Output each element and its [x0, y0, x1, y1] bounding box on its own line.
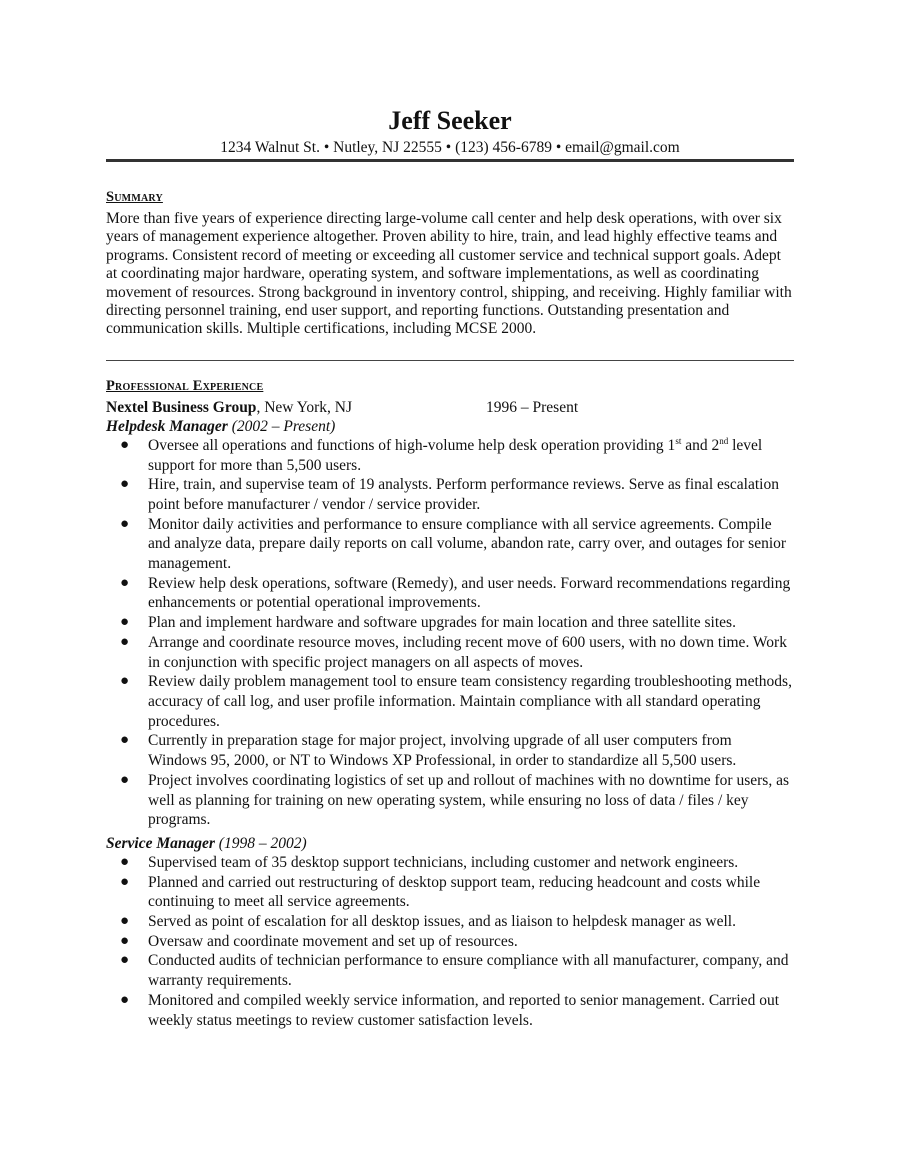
bullet-text: Hire, train, and supervise team of 19 analysts. Perform performance reviews. Serve as final escalation point before manufacturer / vendor / service provider. — [148, 476, 779, 513]
list-item — [106, 853, 794, 873]
bullet-text: level support for more than 5,500 users. — [148, 436, 763, 474]
bullet-text: Served as point of escalation for all desktop issues, and as liaison to helpdesk manager as well. — [148, 913, 736, 931]
employer-location: , New York, NJ — [256, 398, 353, 416]
role-bullets — [106, 436, 794, 830]
bullet-text: Review daily problem management tool to ensure team consistency regarding troubleshooting methods, accuracy of call log, and user profile information. Maintain compliance with all standard operating procedures. — [148, 673, 792, 730]
bullet-icon: ● — [120, 873, 130, 890]
bullet-text: Planned and carried out restructuring of desktop support team, reducing headcount and costs while continuing to meet all service agreements. — [148, 873, 761, 911]
candidate-name: Jeff Seeker — [388, 106, 512, 135]
bullet-text: Project involves coordinating logistics of set up and rollout of machines with no downtime for users, as well as planning for training on new operating system, while ensuring no loss of data / files / key programs. — [148, 771, 789, 829]
bullet-text: Monitored and compiled weekly service information, and reported to senior management. Carried out weekly status meetings to review customer satisfaction levels. — [148, 991, 779, 1029]
list-item — [106, 475, 794, 514]
list-item — [106, 672, 794, 731]
summary-heading: Summary — [106, 189, 163, 205]
bullet-text: Currently in preparation stage for major project, involving upgrade of all user computers from Windows 95, 2000, or NT to Windows XP Professional, in order to standardize all 5,500 users. — [148, 732, 737, 770]
employer — [106, 398, 486, 417]
bullet-icon: ● — [120, 932, 130, 949]
list-item — [106, 951, 794, 990]
list-item — [106, 912, 794, 932]
list-item — [106, 574, 794, 613]
ordinal-suffix: st — [675, 435, 682, 446]
summary-section — [106, 188, 794, 339]
bullet-icon: ● — [120, 633, 130, 650]
list-item — [106, 771, 794, 830]
role-bullets — [106, 853, 794, 1030]
employer-line — [106, 398, 794, 417]
employment-dates: 1996 – Present — [486, 398, 579, 416]
bullet-text: Conducted audits of technician performance to ensure compliance with all manufacturer, company, and warranty requirements. — [148, 952, 789, 990]
bullet-text: Oversaw and coordinate movement and set up of resources. — [148, 932, 518, 950]
role-title — [106, 417, 794, 436]
role-title — [106, 834, 794, 853]
experience-section — [106, 377, 794, 1030]
bullet-text: Oversee all operations and functions of high-volume help desk operation providing 1 — [148, 436, 676, 454]
list-item — [106, 515, 794, 574]
role-name: Service Manager — [106, 834, 215, 852]
bullet-icon: ● — [120, 614, 130, 631]
role-period: (1998 – 2002) — [214, 834, 307, 852]
list-item — [106, 873, 794, 912]
list-item — [106, 932, 794, 952]
bullet-icon: ● — [120, 913, 130, 930]
bullet-icon: ● — [120, 515, 130, 532]
bullet-icon: ● — [120, 952, 130, 969]
role-period: (2002 – Present) — [227, 417, 336, 435]
bullet-icon: ● — [120, 436, 130, 453]
bullet-text: Review help desk operations, software (Remedy), and user needs. Forward recommendations regarding enhancements or potential operational improvements. — [148, 574, 791, 612]
list-item — [106, 613, 794, 633]
section-divider — [106, 360, 794, 361]
summary-text: More than five years of experience directing large-volume call center and help desk operations, with over six years of management experience altogether. Proven ability to hire, train, and lead highly effective teams and programs. Consistent record of meeting or exceeding all customer service and technical support goals. Adept at coordinating major hardware, operating system, and software implementations, as well as coordinating movement of resources. Strong background in inventory control, shipping, and receiving. Highly familiar with directing personnel training, end user support, and reporting functions. Outstanding presentation and communication skills. Multiple certifications, including MCSE 2000. — [106, 210, 792, 338]
role-name: Helpdesk Manager — [106, 417, 228, 435]
list-item — [106, 633, 794, 672]
employer-name: Nextel Business Group — [106, 398, 257, 416]
bullet-icon: ● — [120, 574, 130, 591]
bullet-icon: ● — [120, 732, 130, 749]
bullet-icon: ● — [120, 673, 130, 690]
bullet-text: and 2 — [681, 436, 720, 454]
list-item — [106, 991, 794, 1030]
bullet-text: Monitor daily activities and performance to ensure compliance with all service agreements. Compile and analyze data, prepare daily reports on call volume, abandon rate, carry over, and outages for senior management. — [148, 515, 787, 573]
bullet-text: Arrange and coordinate resource moves, including recent move of 600 users, with no down time. Work in conjunction with specific project managers on all aspects of moves. — [148, 633, 787, 671]
bullet-text: Plan and implement hardware and software upgrades for main location and three satellite sites. — [148, 614, 736, 632]
experience-heading: Professional Experience — [106, 377, 264, 394]
bullet-icon: ● — [120, 476, 130, 493]
bullet-icon: ● — [120, 853, 130, 870]
header-divider — [106, 159, 794, 162]
list-item — [106, 731, 794, 770]
bullet-text: Supervised team of 35 desktop support technicians, including customer and network engineers. — [148, 853, 739, 871]
ordinal-suffix: nd — [719, 435, 729, 446]
bullet-icon: ● — [120, 991, 130, 1008]
contact-line: 1234 Walnut St. • Nutley, NJ 22555 • (123) 456-6789 • email@gmail.com — [220, 139, 680, 156]
list-item — [106, 436, 794, 475]
bullet-icon: ● — [120, 771, 130, 788]
resume-page — [106, 106, 794, 1030]
